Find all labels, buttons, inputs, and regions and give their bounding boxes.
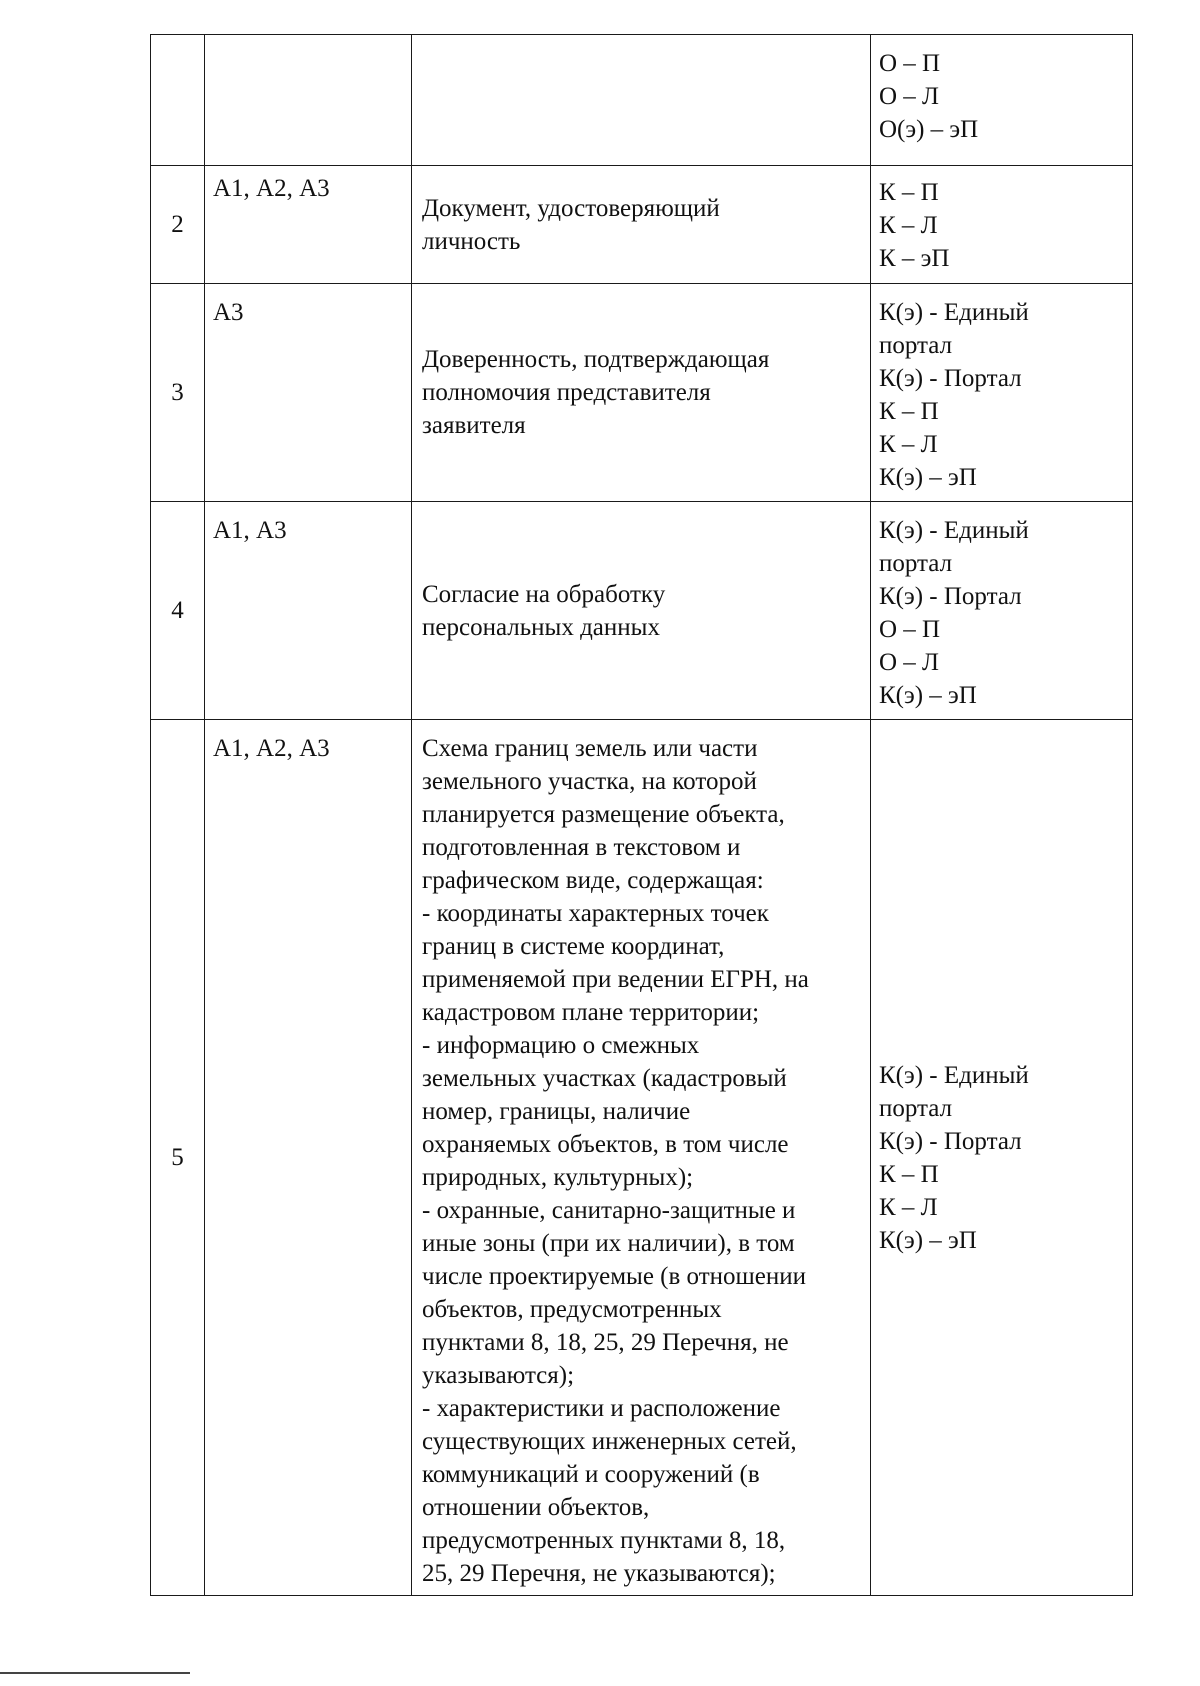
document-line: применяемой при ведении ЕГРН, на (422, 966, 809, 993)
forms-cell (871, 720, 1133, 1596)
table-row (151, 502, 1133, 720)
applicants-text: А1, А3 (213, 517, 287, 544)
document-line: иные зоны (при их наличии), в том (422, 1230, 795, 1257)
document-line: существующих инженерных сетей, (422, 1428, 797, 1455)
form-line: К – П (879, 1160, 939, 1188)
document-line: Документ, удостоверяющий (422, 194, 720, 222)
document-line: коммуникаций и сооружений (в (422, 1461, 760, 1488)
applicants-text: А1, А2, А3 (213, 175, 330, 202)
document-line: Согласие на обработку (422, 580, 666, 608)
document-line: объектов, предусмотренных (422, 1296, 722, 1323)
document-line: подготовленная в текстовом и (422, 834, 741, 861)
document-line: указываются); (422, 1362, 575, 1389)
row-number-cell (151, 35, 205, 166)
document-line: заявителя (422, 412, 526, 439)
form-line: О – Л (879, 83, 940, 110)
form-line: О – П (879, 616, 941, 643)
row-number-cell (151, 284, 205, 502)
document-line: - координаты характерных точек (422, 900, 769, 927)
table-row (151, 284, 1133, 502)
document-line: полномочия представителя (422, 379, 711, 406)
form-line: портал (879, 550, 953, 577)
form-line: К(э) - Портал (879, 583, 1022, 610)
form-line: О – П (879, 50, 941, 77)
form-line: К(э) – эП (879, 682, 977, 709)
forms-cell (871, 502, 1133, 720)
document-line: природных, культурных); (422, 1164, 694, 1191)
document-cell (412, 35, 871, 166)
document-line: - охранные, санитарно-защитные и (422, 1197, 796, 1224)
document-line: персональных данных (422, 613, 660, 641)
document-line: - информацию о смежных (422, 1032, 700, 1059)
form-line: К(э) - Единый (879, 299, 1029, 326)
document-line: числе проектируемые (в отношении (422, 1263, 807, 1290)
form-line: К – П (879, 179, 939, 206)
row-number-cell (151, 720, 205, 1596)
form-line: К – П (879, 398, 939, 425)
applicants-text: А1, А2, А3 (213, 735, 330, 762)
form-line: К(э) - Единый (879, 517, 1029, 544)
document-line: охраняемых объектов, в том числе (422, 1131, 789, 1158)
row-number-cell (151, 502, 205, 720)
applicants-cell (205, 166, 412, 284)
forms-cell (871, 35, 1133, 166)
applicants-text: А3 (213, 299, 244, 326)
table-row (151, 720, 1133, 1596)
form-line: К(э) – эП (879, 1226, 977, 1254)
form-line: К(э) - Портал (879, 1127, 1022, 1155)
document-cell (412, 166, 871, 284)
applicants-cell (205, 502, 412, 720)
forms-cell (871, 166, 1133, 284)
form-line: К(э) - Портал (879, 365, 1022, 392)
document-cell (412, 502, 871, 720)
document-line: Схема границ земель или части (422, 735, 758, 762)
document-line: планируется размещение объекта, (422, 801, 785, 828)
form-line: портал (879, 1094, 953, 1122)
footer-rule (0, 1672, 190, 1674)
row-number: 2 (171, 211, 184, 238)
forms-cell (871, 284, 1133, 502)
form-line: портал (879, 332, 953, 359)
document-line: пунктами 8, 18, 25, 29 Перечня, не (422, 1329, 789, 1356)
applicants-cell (205, 284, 412, 502)
requirements-table (150, 34, 1133, 1596)
document-line: отношении объектов, (422, 1494, 650, 1521)
row-number: 4 (171, 597, 184, 624)
document-line: - характеристики и расположение (422, 1395, 781, 1422)
document-line: земельного участка, на которой (422, 768, 757, 795)
form-line: О(э) – эП (879, 116, 979, 143)
table-row (151, 35, 1133, 166)
document-line: предусмотренных пунктами 8, 18, (422, 1527, 786, 1554)
document-line: номер, границы, наличие (422, 1098, 691, 1125)
applicants-cell (205, 720, 412, 1596)
form-line: К(э) - Единый (879, 1061, 1029, 1089)
row-number-cell (151, 166, 205, 284)
document-cell (412, 284, 871, 502)
document-line: кадастровом плане территории; (422, 999, 760, 1026)
document-line: границ в системе координат, (422, 933, 725, 960)
document-line: 25, 29 Перечня, не указываются); (422, 1560, 776, 1587)
applicants-cell (205, 35, 412, 166)
document-line: Доверенность, подтверждающая (422, 346, 770, 373)
form-line: К – Л (879, 212, 938, 239)
table-row (151, 166, 1133, 284)
form-line: К – Л (879, 1193, 938, 1221)
form-line: К – Л (879, 431, 938, 458)
document-line: личность (422, 227, 521, 255)
row-number: 3 (171, 379, 184, 406)
form-line: К – эП (879, 245, 950, 272)
document-line: графическом виде, содержащая: (422, 867, 764, 894)
form-line: О – Л (879, 649, 940, 676)
document-line: земельных участках (кадастровый (422, 1065, 787, 1092)
form-line: К(э) – эП (879, 464, 977, 491)
row-number: 5 (171, 1144, 184, 1171)
document-cell (412, 720, 871, 1596)
